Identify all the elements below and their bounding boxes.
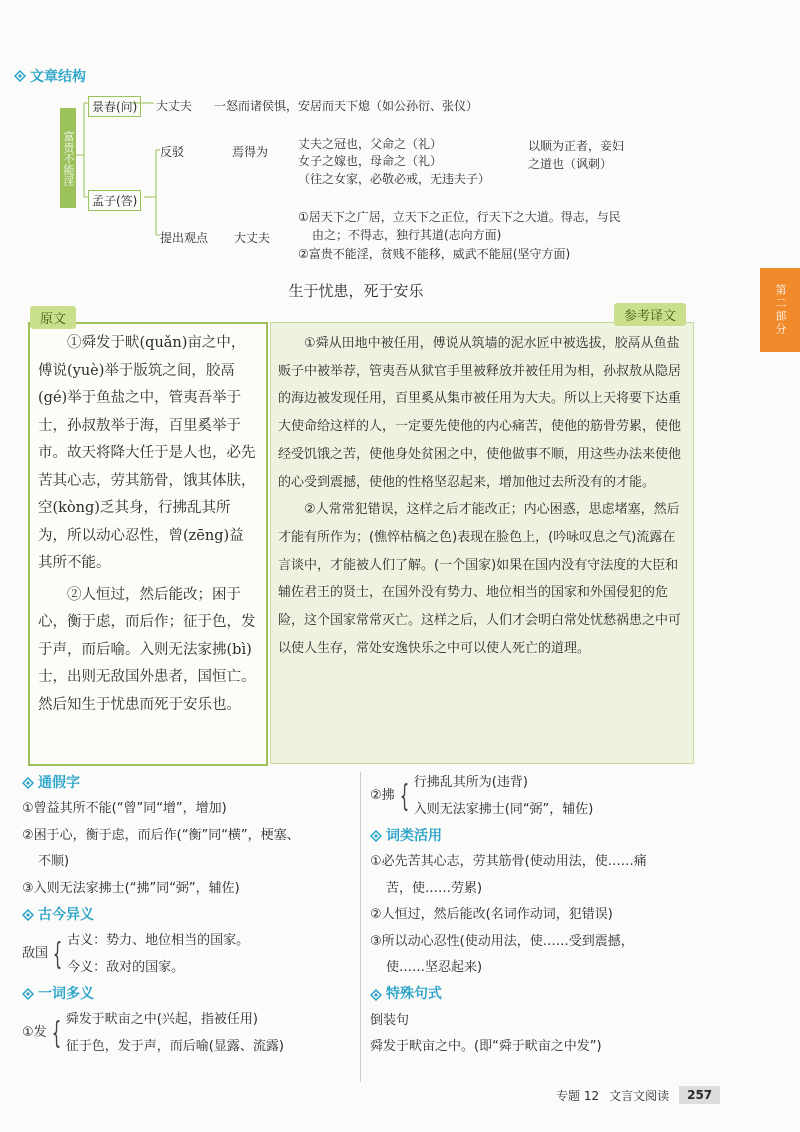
cilei-2: ②人恒过，然后能改(名词作动词，犯错误) xyxy=(370,907,613,922)
tongjia-3: ③入则无法家拂士(“拂”同“弼”，辅佐) xyxy=(22,880,240,896)
node-tichu: 提出观点 xyxy=(160,231,209,245)
footer-name: 文言文阅读 xyxy=(609,1088,670,1103)
diamond-icon xyxy=(370,989,382,1001)
daozhuang-label: 倒装句 xyxy=(370,1012,410,1028)
g2-text: ②富贵不能淫，贫贱不能移，威武不能屈(坚守方面) xyxy=(298,247,571,261)
g1b-text: 由之；不得志，独行其道(志向方面) xyxy=(312,228,502,242)
brace-icon: { xyxy=(51,1015,61,1051)
section-structure-title: 文章结构 xyxy=(14,66,86,86)
footer-topic: 专题 12 xyxy=(556,1088,600,1103)
notes-left xyxy=(22,770,357,1060)
g1a-text: ①居天下之广居，立天下之正位，行天下之大道。得志，与民 xyxy=(298,210,621,224)
f-result1: 以顺为正者，妾妇 xyxy=(528,139,625,153)
cilei-heading: 词类活用 xyxy=(370,823,705,849)
translation-label: 参考译文 xyxy=(614,303,686,326)
tongjia-2a: ②困于心，衡于虑，而后作(“衡”同“横”，梗塞、 xyxy=(22,827,300,843)
node-fanbo: 反驳 xyxy=(160,145,185,159)
footer xyxy=(556,1086,720,1104)
teshu-heading: 特殊句式 xyxy=(370,982,705,1008)
node-dazhangfu-1: 大丈夫 xyxy=(156,99,193,113)
translation-p1: ①舜从田地中被任用，傅说从筑墙的泥水匠中被选拔，胶鬲从鱼盐贩子中被举荐，管夷吾从狱官手里被释放并被任用为相，孙叔敖从隐居的海边被发现任用，百里奚从集市被任用为大夫。所以上天将要下达重大使命给这样的人，一定要先使他的内心痛苦，使他的筋骨劳累，使他经受饥饿之苦，使他身处贫困之中，使他做事不顺，用这些办法来使他的心受到震撼，使他的性格坚忍起来，增加他过去所没有的才能。 xyxy=(278,336,682,490)
side-tab: 第二部分 xyxy=(760,268,800,352)
fa-def-2: 征于色，发于声，而后喻(显露、流露) xyxy=(65,1038,284,1054)
page-title: 生于忧患，死于安乐 xyxy=(288,282,424,300)
f3-text: （往之女家，必敬必戒，无违夫子） xyxy=(298,172,491,186)
gujin-defs xyxy=(67,928,249,981)
gujin-word: 敌国 xyxy=(22,946,49,962)
node-mengzi: 孟子(答) xyxy=(88,190,141,211)
original-label: 原文 xyxy=(30,306,76,329)
fu-defs xyxy=(414,770,594,823)
original-text xyxy=(38,330,256,719)
fu-def-1: 行拂乱其所为(违背) xyxy=(413,775,528,790)
f1-text: 丈夫之冠也，父命之（礼） xyxy=(298,137,443,151)
node1-text: 一怒而诸侯惧，安居而天下熄（如公孙衍、张仪） xyxy=(214,99,479,113)
translation-text xyxy=(278,330,688,662)
notes-right xyxy=(370,770,705,1061)
original-p2: ②人恒过，然后能改；困于心，衡于虑，而后作；征于色，发于声，而后喻。入则无法家拂(bì)士，出则无敌国外患者，国恒亡。然后知生于忧患而死于安乐也。 xyxy=(38,586,256,713)
fu-group xyxy=(370,770,705,823)
node-dazhangfu-2: 大丈夫 xyxy=(234,231,271,245)
f2-text: 女子之嫁也，母命之（礼） xyxy=(298,154,443,168)
fa-defs xyxy=(66,1007,284,1060)
original-p1: ①舜发于畎(quǎn)亩之中，傅说(yuè)举于版筑之间，胶鬲(gé)举于鱼盐之中，管夷吾举于士，孙叔敖举于海，百里奚举于市。故天将降大任于是人也，必先苦其心志，劳其筋骨，饿其体肤，空(kòng)乏其身，行拂乱其所为，所以动心忍性，曾(zēng)益其所不能。 xyxy=(38,335,256,571)
fu-def-2: 入则无法家拂士(同“弼”，辅佐) xyxy=(413,801,594,817)
brace-icon: { xyxy=(399,778,409,814)
node-yande: 焉得为 xyxy=(232,145,269,159)
diamond-icon xyxy=(22,988,34,1000)
fa-word: ①发 xyxy=(22,1025,47,1041)
tongjia-1: ①曾益其所不能(“曾”同“增”，增加) xyxy=(22,801,227,816)
tongjia-heading: 通假字 xyxy=(22,770,357,796)
fa-def-1: 舜发于畎亩之中(兴起，指被任用) xyxy=(65,1012,258,1027)
f-result2: 之道也（讽刺） xyxy=(528,157,613,171)
gujin-heading: 古今异义 xyxy=(22,902,357,928)
yici-heading: 一词多义 xyxy=(22,981,357,1007)
diamond-icon xyxy=(14,70,26,82)
cilei-1b: 苦，使……劳累) xyxy=(386,880,483,896)
fu-word: ②拂 xyxy=(370,788,395,804)
gujin-gu: 古义：势力、地位相当的国家。 xyxy=(67,933,250,948)
diamond-icon xyxy=(22,777,34,789)
cilei-3b: 使……坚忍起来) xyxy=(386,960,483,975)
diamond-icon xyxy=(22,909,34,921)
page-number: 257 xyxy=(679,1086,720,1104)
fa-group xyxy=(22,1007,357,1060)
translation-p2: ②人常常犯错误，这样之后才能改正；内心困惑，思虑堵塞，然后才能有所作为；(憔悴枯槁之色)表现在脸色上，(吟咏叹息之气)流露在言谈中，才能被人们了解。(一个国家)如果在国内没有守法度的大臣和辅佐君王的贤士，在国外没有势力、地位相当的国家和外国侵犯的危险，这个国家常常灭亡。这样之后，人们才会明白常处忧愁祸患之中可以使人生存，常处安逸快乐之中可以使人死亡的道理。 xyxy=(278,502,682,656)
vertical-label: 富贵不能淫 xyxy=(60,108,76,208)
diamond-icon xyxy=(370,830,382,842)
cilei-1a: ①必先苦其心志，劳其筋骨(使动用法，使……痛 xyxy=(370,854,647,869)
tongjia-2b: 不顺) xyxy=(38,854,70,869)
column-divider xyxy=(360,772,361,1082)
daozhuang-example: 舜发于畎亩之中。(即“舜于畎亩之中发”) xyxy=(370,1039,602,1054)
cilei-3a: ③所以动心忍性(使动用法，使……受到震撼， xyxy=(370,933,634,949)
gujin-group xyxy=(22,928,357,981)
brace-icon: { xyxy=(52,936,63,972)
gujin-jin: 今义：敌对的国家。 xyxy=(67,959,185,975)
node-jingchun: 景春(问) xyxy=(88,96,141,117)
